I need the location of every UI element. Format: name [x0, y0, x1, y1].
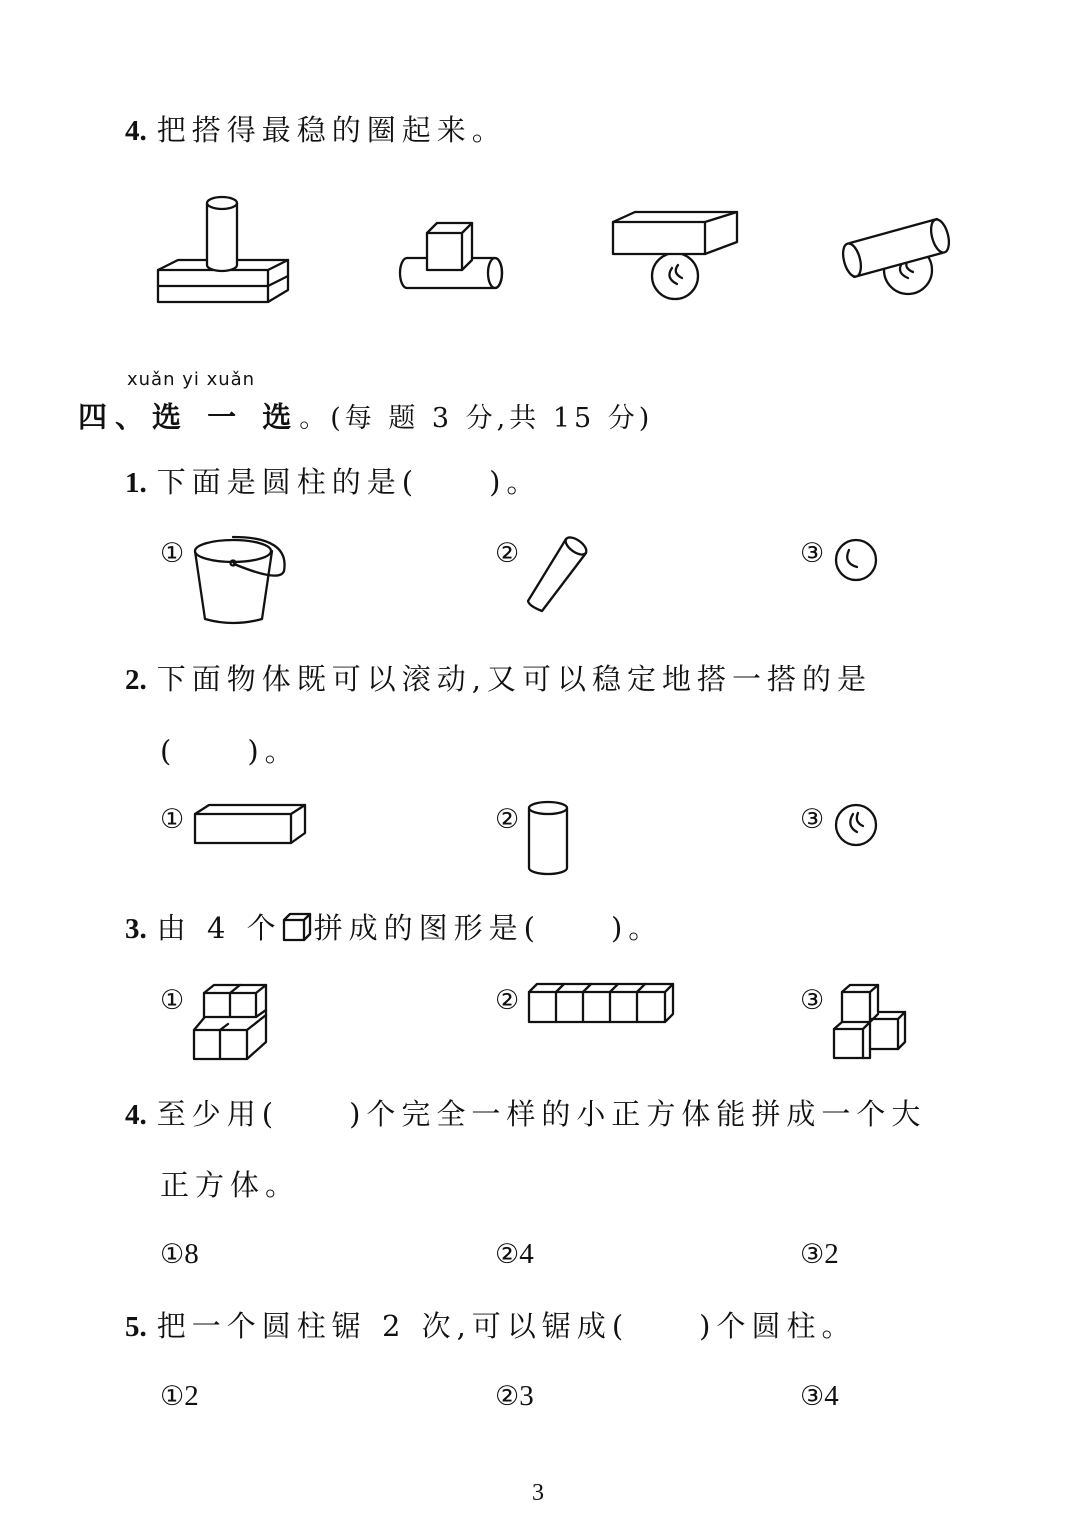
tilted-cylinder-icon[interactable]: [525, 533, 595, 615]
cylinder-on-slabs-icon[interactable]: [150, 185, 300, 325]
question-3: [125, 911, 664, 945]
q1-option-1-marker[interactable]: ①: [160, 538, 185, 569]
section-pinyin: xuǎn yi xuǎn: [127, 369, 256, 390]
five-cube-row-icon[interactable]: [525, 980, 677, 1026]
option-marker: ②: [495, 1239, 520, 1270]
q5-option-2[interactable]: [495, 1382, 534, 1411]
q3-option-2-marker[interactable]: ②: [495, 985, 520, 1016]
question-2-continued: ( )。: [160, 734, 300, 768]
cube-on-cylinder-icon[interactable]: [390, 210, 510, 295]
question-number: 2.: [125, 664, 147, 696]
upright-cylinder-icon[interactable]: [525, 798, 573, 878]
option-marker: ③: [800, 1239, 825, 1270]
q1-option-2-marker[interactable]: ②: [495, 538, 520, 569]
q4-option-2[interactable]: [495, 1240, 534, 1269]
q3-option-1-marker[interactable]: ①: [160, 985, 185, 1016]
question-1: [125, 465, 542, 499]
option-value: 3: [519, 1380, 534, 1412]
q5-option-3[interactable]: [800, 1382, 839, 1411]
question-4: [125, 1097, 927, 1131]
option-marker: ①: [160, 1239, 185, 1270]
stack-question: [125, 113, 507, 147]
q5-option-1[interactable]: [160, 1382, 199, 1411]
question-text: 下面物体既可以滚动,又可以稳定地搭一搭的是: [156, 662, 872, 696]
question-number: 4.: [125, 115, 147, 147]
q4-option-1[interactable]: [160, 1240, 199, 1269]
question-text-continued: 拼成的图形是( )。: [313, 911, 664, 945]
option-marker: ①: [160, 1381, 185, 1412]
question-text: 把一个圆柱锯 2 次,可以锯成( )个圆柱。: [156, 1309, 857, 1343]
question-text: 把搭得最稳的圈起来。: [156, 113, 507, 147]
cylinder-on-ball-icon[interactable]: [840, 205, 965, 305]
ball-icon[interactable]: [833, 537, 881, 585]
option-value: 4: [824, 1380, 839, 1412]
question-number: 4.: [125, 1099, 147, 1131]
section-heading: [78, 395, 653, 436]
option-marker: ③: [800, 1381, 825, 1412]
question-text: 至少用( )个完全一样的小正方体能拼成一个大: [156, 1097, 927, 1131]
question-text: 由 4 个: [156, 911, 282, 945]
bucket-icon[interactable]: [190, 533, 290, 628]
option-value: 8: [184, 1238, 199, 1270]
section-title: 四、选 一 选: [78, 400, 300, 434]
option-value: 2: [184, 1380, 199, 1412]
question-2: [125, 662, 872, 696]
question-text: 下面是圆柱的是( )。: [156, 465, 542, 499]
option-marker: ②: [495, 1381, 520, 1412]
question-number: 5.: [125, 1311, 147, 1343]
question-4-continued: 正方体。: [160, 1168, 301, 1202]
slab-on-ball-icon[interactable]: [605, 200, 745, 305]
cuboid-icon[interactable]: [192, 800, 312, 848]
ball-icon[interactable]: [833, 802, 881, 850]
q2-option-3-marker[interactable]: ③: [800, 804, 825, 835]
small-cube-icon: [282, 912, 312, 942]
question-5: [125, 1309, 857, 1343]
section-score-note: 。(每 题 3 分,共 15 分): [299, 403, 654, 434]
q1-option-3-marker[interactable]: ③: [800, 538, 825, 569]
q2-option-1-marker[interactable]: ①: [160, 804, 185, 835]
four-cube-block-icon[interactable]: [190, 980, 272, 1062]
q3-option-3-marker[interactable]: ③: [800, 985, 825, 1016]
q4-option-3[interactable]: [800, 1240, 839, 1269]
page-number: 3: [532, 1480, 544, 1506]
question-number: 1.: [125, 467, 147, 499]
question-number: 3.: [125, 913, 147, 945]
q2-option-2-marker[interactable]: ②: [495, 804, 520, 835]
l-shaped-cube-stack-icon[interactable]: [830, 982, 912, 1064]
option-value: 2: [824, 1238, 839, 1270]
option-value: 4: [519, 1238, 534, 1270]
